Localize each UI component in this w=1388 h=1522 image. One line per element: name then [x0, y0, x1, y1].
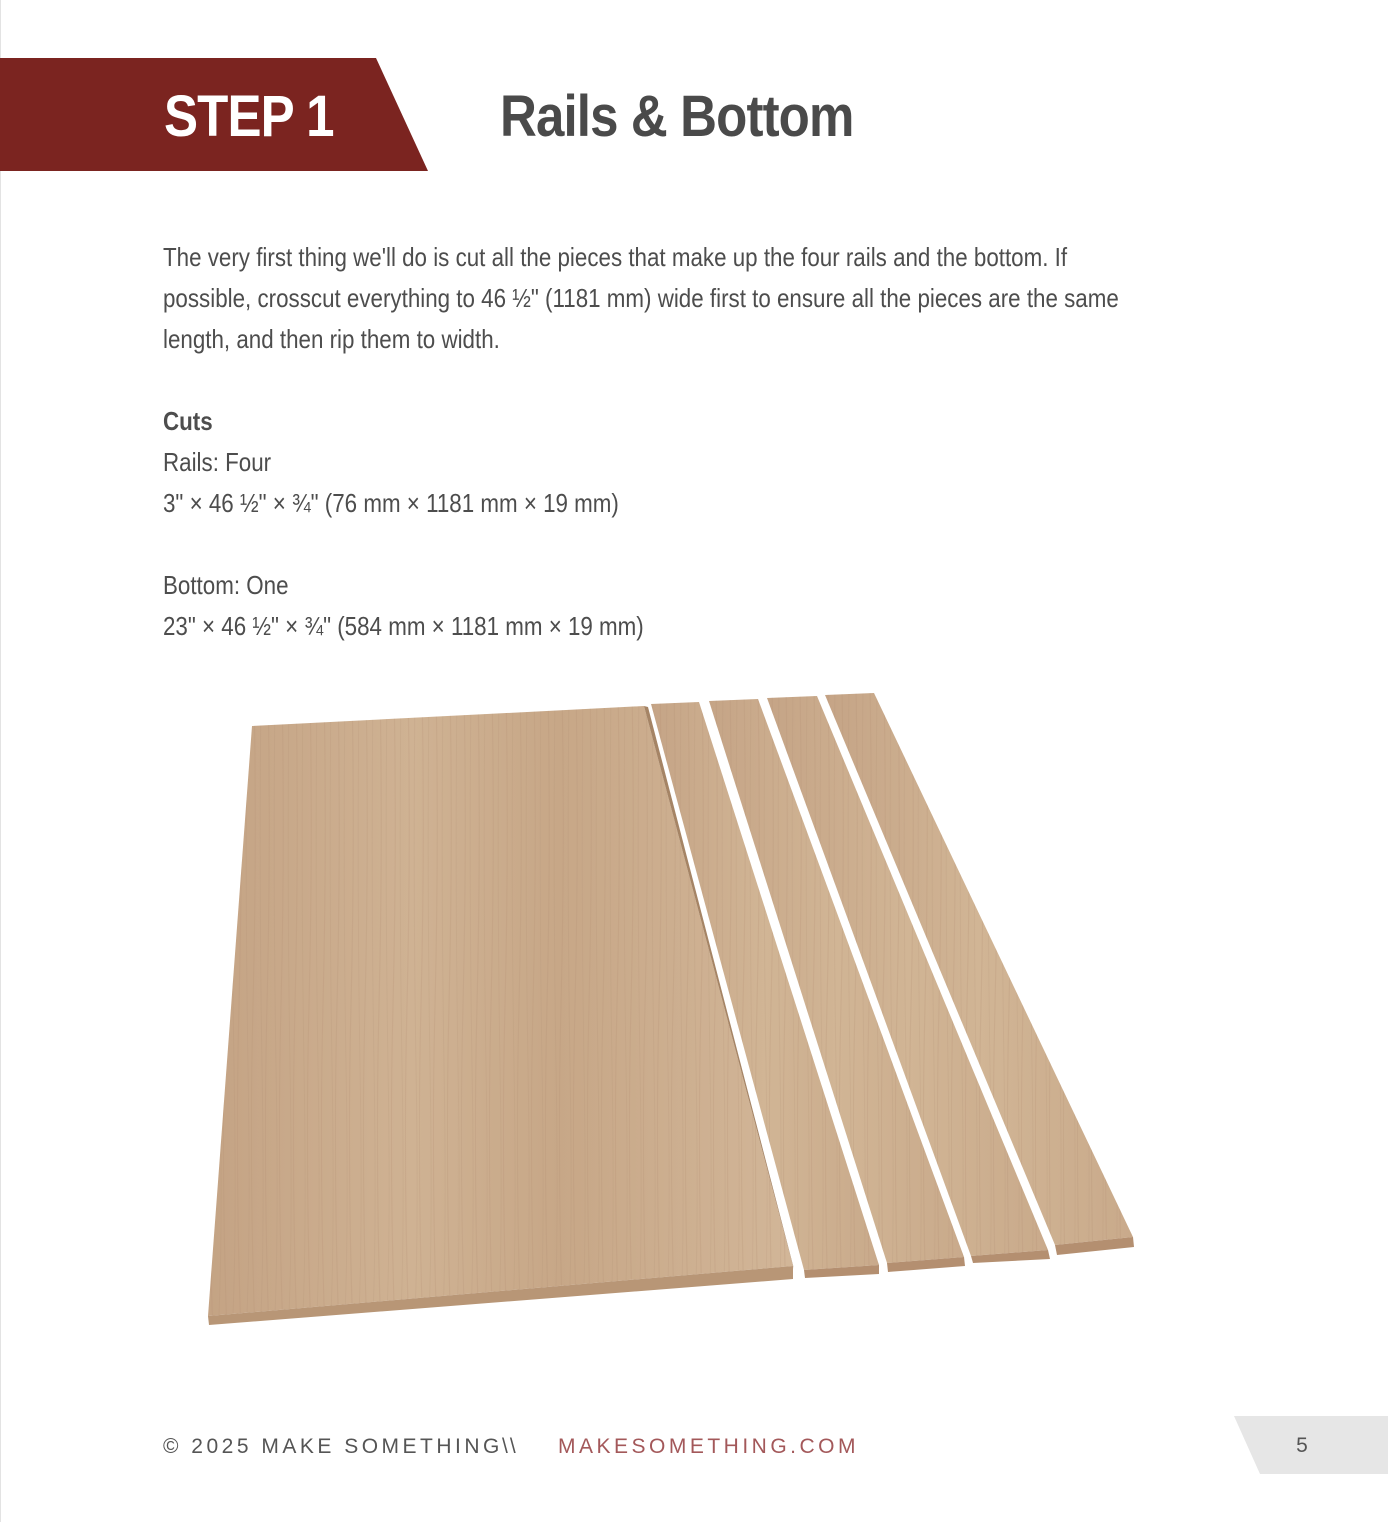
- intro-line: length, and then rip them to width.: [163, 324, 500, 354]
- intro-line: The very first thing we'll do is cut all the pieces that make up the four rails and the bottom. If: [163, 242, 1068, 272]
- bottom-dimensions: 23" × 46 ½" × ¾" (584 mm × 1181 mm × 19 mm): [163, 611, 644, 641]
- rails-dimensions: 3" × 46 ½" × ¾" (76 mm × 1181 mm × 19 mm): [163, 488, 619, 518]
- spacer: [163, 524, 644, 565]
- page-edge: [0, 0, 1, 1522]
- rails-label: Rails: Four: [163, 447, 272, 477]
- step-label: STEP 1: [164, 84, 334, 149]
- bottom-label: Bottom: One: [163, 570, 289, 600]
- cuts-heading: Cuts: [163, 406, 213, 436]
- cuts-section: [163, 401, 644, 647]
- intro-paragraph: [163, 237, 1143, 360]
- intro-line: possible, crosscut everything to 46 ½" (1181 mm) wide first to ensure all the pieces are the same: [163, 283, 1119, 313]
- page-title: Rails & Bottom: [500, 84, 854, 149]
- footer-separator: \\: [502, 1435, 518, 1458]
- wood-boards-illustration: [195, 685, 1145, 1335]
- footer-website-link[interactable]: MAKESOMETHING.COM: [558, 1435, 860, 1458]
- page-number: 5: [1296, 1434, 1308, 1457]
- wood-boards-svg: [195, 685, 1145, 1335]
- footer-copyright: © 2025 MAKE SOMETHING: [163, 1435, 503, 1458]
